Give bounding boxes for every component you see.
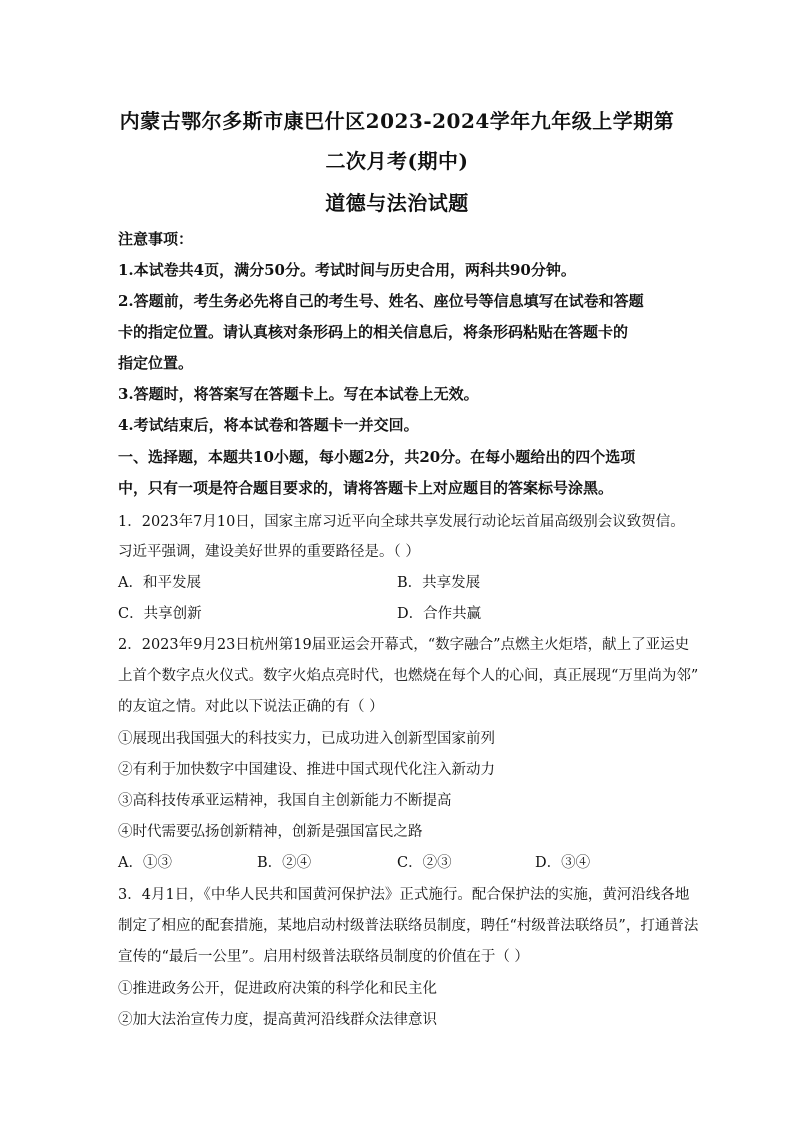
exam-subject-title: 道德与法治试题 bbox=[325, 191, 469, 215]
question-2-option-b: B．②④ bbox=[257, 855, 312, 871]
question-1-option-c: C．共享创新 bbox=[118, 606, 202, 622]
question-3-statement: ②加大法治宣传力度，提高黄河沿线群众法律意识 bbox=[118, 1012, 437, 1028]
question-2-statement: ④时代需要弘扬创新精神，创新是强国富民之路 bbox=[118, 824, 423, 840]
question-3-text: 宣传的“最后一公里”。启用村级普法联络员制度的价值在于（ ） bbox=[118, 949, 529, 965]
question-3-statement: ①推进政务公开，促进政府决策的科学化和民主化 bbox=[118, 981, 437, 997]
notes-item: 4.考试结束后，将本试卷和答题卡一并交回。 bbox=[118, 416, 419, 434]
question-2-text: 2．2023年9月23日杭州第19届亚运会开幕式，“数字融合”点燃主火炬塔，献上了亚运史 bbox=[118, 637, 690, 653]
notes-item: 2.答题前，考生务必先将自己的考生号、姓名、座位号等信息填写在试卷和答题 bbox=[118, 292, 644, 310]
question-2-option-a: A．①③ bbox=[118, 855, 172, 871]
question-1-text: 1．2023年7月10日，国家主席习近平向全球共享发展行动论坛首届高级别会议致贺信。 bbox=[118, 514, 685, 530]
section-heading-line1: 一、选择题，本题共10小题，每小题2分，共20分。在每小题给出的四个选项 bbox=[118, 448, 636, 466]
question-1-text: 习近平强调，建设美好世界的重要路径是。（ ） bbox=[118, 544, 420, 560]
notes-item: 指定位置。 bbox=[118, 354, 194, 372]
exam-title-line2: 二次月考(期中) bbox=[325, 149, 469, 173]
question-2-option-d: D．③④ bbox=[535, 855, 591, 871]
question-2-text: 上首个数字点火仪式。数字火焰点亮时代，也燃烧在每个人的心间，真正展现“万里尚为邻” bbox=[118, 668, 699, 684]
question-1-option-a: A．和平发展 bbox=[118, 575, 201, 591]
notes-item: 1.本试卷共4页，满分50分。考试时间与历史合用，两科共90分钟。 bbox=[118, 261, 576, 279]
question-1-option-b: B．共享发展 bbox=[397, 575, 481, 591]
question-2-statement: ①展现出我国强大的科技实力，已成功进入创新型国家前列 bbox=[118, 731, 495, 747]
exam-title-line1: 内蒙古鄂尔多斯市康巴什区2023-2024学年九年级上学期第 bbox=[119, 109, 675, 133]
notes-item: 卡的指定位置。请认真核对条形码上的相关信息后，将条形码粘贴在答题卡的 bbox=[118, 323, 629, 341]
question-2-text: 的友谊之情。对此以下说法正确的有（ ） bbox=[118, 699, 384, 715]
notes-item: 3.答题时，将答案写在答题卡上。写在本试卷上无效。 bbox=[118, 385, 479, 403]
notes-heading: 注意事项： bbox=[118, 230, 194, 248]
question-1-option-d: D．合作共赢 bbox=[397, 606, 482, 622]
question-2-statement: ③高科技传承亚运精神，我国自主创新能力不断提高 bbox=[118, 793, 452, 809]
question-2-option-c: C．②③ bbox=[397, 855, 452, 871]
question-3-text: 制定了相应的配套措施，某地启动村级普法联络员制度，聘任“村级普法联络员”，打通普法 bbox=[118, 918, 699, 934]
question-3-text: 3．4月1日，《中华人民共和国黄河保护法》正式施行。配合保护法的实施，黄河沿线各地 bbox=[118, 887, 690, 903]
section-heading-line2: 中，只有一项是符合题目要求的，请将答题卡上对应题目的答案标号涂黑。 bbox=[118, 479, 614, 497]
question-2-statement: ②有利于加快数字中国建设、推进中国式现代化注入新动力 bbox=[118, 762, 495, 778]
